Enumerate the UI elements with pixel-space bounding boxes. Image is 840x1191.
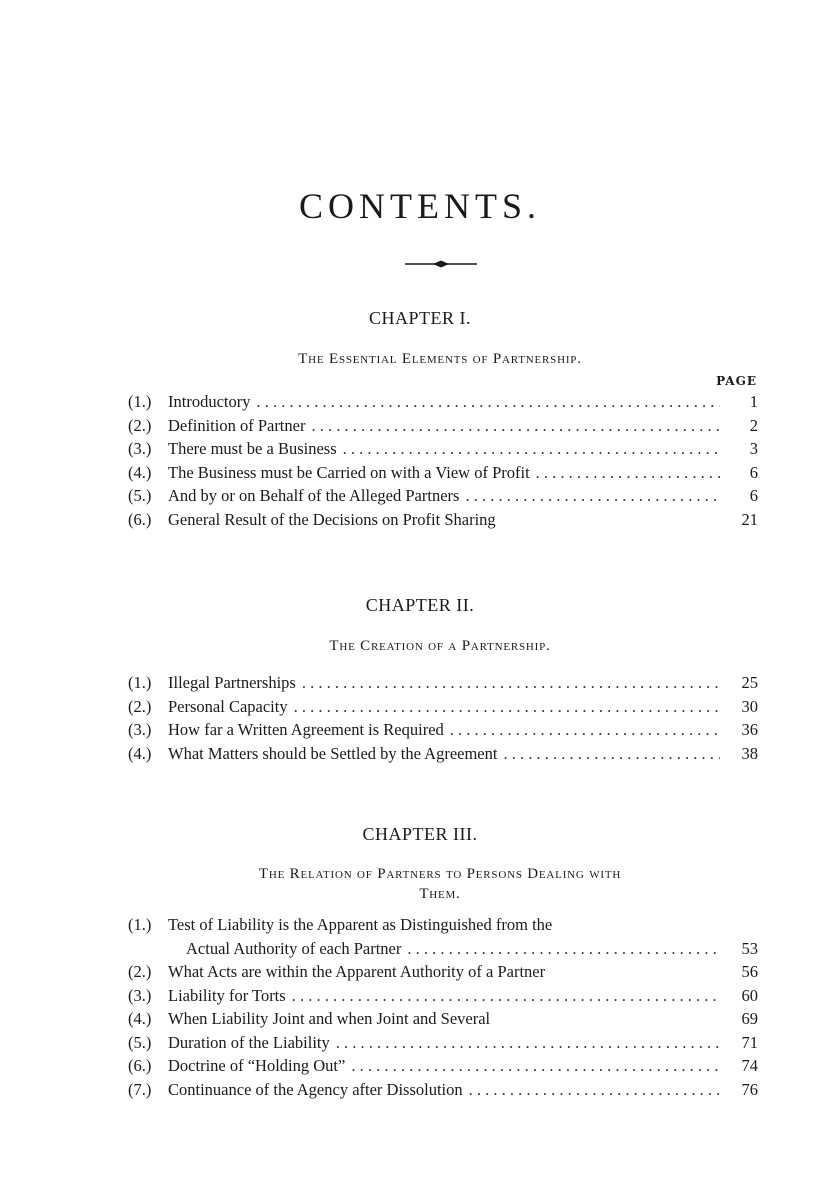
chapter-2-heading: CHAPTER II. xyxy=(365,595,475,615)
entry-number: (3.) xyxy=(128,985,152,1005)
entry-page: 71 xyxy=(741,1032,758,1052)
entry-title: Test of Liability is the Apparent as Distinguished from the xyxy=(168,915,553,934)
dot-leader xyxy=(503,744,720,764)
chapter-3-subtitle-line1: The Relation of Partners to Persons Dealing with xyxy=(258,866,622,882)
toc-entry[interactable] xyxy=(128,697,758,721)
entry-page: 56 xyxy=(741,962,758,981)
dot-leader xyxy=(407,939,720,959)
toc-entry[interactable] xyxy=(128,486,758,510)
toc-entry-continuation[interactable] xyxy=(128,939,758,963)
entry-number: (2.) xyxy=(128,696,152,716)
entry-number: (7.) xyxy=(128,1079,152,1099)
entry-number: (5.) xyxy=(128,486,152,505)
entry-page: 53 xyxy=(741,938,758,958)
entry-page: 76 xyxy=(741,1079,758,1099)
toc-entry[interactable] xyxy=(128,1009,758,1033)
toc-entry[interactable] xyxy=(128,463,758,487)
entry-title: Continuance of the Agency after Dissolution xyxy=(168,1079,463,1099)
toc-entry[interactable] xyxy=(128,962,758,986)
entry-number: (1.) xyxy=(128,673,152,692)
entry-number: (4.) xyxy=(128,1009,152,1028)
entry-number: (1.) xyxy=(128,392,152,411)
dot-leader xyxy=(469,1080,720,1100)
entry-title: Illegal Partnerships xyxy=(168,673,296,692)
dot-leader xyxy=(465,486,720,506)
entry-title: What Matters should be Settled by the Agreement xyxy=(168,743,498,763)
chapter-3-subtitle-line2: Them. xyxy=(419,886,461,902)
chapter-3-heading: CHAPTER III. xyxy=(362,824,478,844)
toc-entry[interactable] xyxy=(128,915,758,939)
entry-page: 36 xyxy=(741,720,758,739)
entry-title: Doctrine of “Holding Out” xyxy=(168,1056,346,1075)
entry-title: Definition of Partner xyxy=(168,415,306,435)
toc-entry[interactable] xyxy=(128,416,758,440)
entry-page: 60 xyxy=(741,985,758,1005)
entry-number: (3.) xyxy=(128,720,152,739)
entry-title: There must be a Business xyxy=(168,439,337,458)
toc-entry[interactable] xyxy=(128,1033,758,1057)
chapter-1-entries xyxy=(128,392,758,533)
dot-leader xyxy=(450,720,720,740)
dot-leader xyxy=(292,986,720,1006)
toc-entry[interactable] xyxy=(128,392,758,416)
entry-page: 3 xyxy=(749,439,758,458)
entry-title: When Liability Joint and when Joint and Several xyxy=(168,1009,491,1028)
dot-leader xyxy=(343,439,720,459)
entry-page: 6 xyxy=(749,462,758,482)
entry-page: 2 xyxy=(749,415,758,435)
toc-entry[interactable] xyxy=(128,1056,758,1080)
toc-entry[interactable] xyxy=(128,720,758,744)
entry-title: What Acts are within the Apparent Authority of a Partner xyxy=(168,962,546,981)
toc-entry[interactable] xyxy=(128,439,758,463)
toc-entry[interactable] xyxy=(128,744,758,768)
entry-number: (5.) xyxy=(128,1032,152,1052)
page-title: CONTENTS. xyxy=(299,186,541,226)
entry-number: (2.) xyxy=(128,962,152,981)
dot-leader xyxy=(336,1033,720,1053)
dot-leader xyxy=(311,416,720,436)
entry-number: (2.) xyxy=(128,415,152,435)
entry-number: (4.) xyxy=(128,462,152,482)
entry-title: The Business must be Carried on with a View of Profit xyxy=(168,462,530,482)
entry-page: 74 xyxy=(741,1056,758,1075)
entry-page: 30 xyxy=(741,696,758,716)
entry-number: (4.) xyxy=(128,743,152,763)
entry-number: (6.) xyxy=(128,509,152,529)
entry-number: (1.) xyxy=(128,915,152,934)
toc-entry[interactable] xyxy=(128,510,758,534)
toc-entry[interactable] xyxy=(128,1080,758,1104)
entry-title: General Result of the Decisions on Profit Sharing xyxy=(168,509,496,529)
entry-title: Duration of the Liability xyxy=(168,1032,330,1052)
ornament-divider xyxy=(405,258,477,270)
entry-page: 69 xyxy=(741,1009,758,1028)
dot-leader xyxy=(351,1056,720,1076)
entry-page: 38 xyxy=(741,743,758,763)
entry-page: 21 xyxy=(741,509,758,529)
entry-title: How far a Written Agreement is Required xyxy=(168,720,444,739)
dot-leader xyxy=(256,392,720,412)
entry-number: (3.) xyxy=(128,439,152,458)
entry-page: 1 xyxy=(749,392,758,411)
page-column-label: PAGE xyxy=(716,374,757,388)
entry-page: 25 xyxy=(741,673,758,692)
entry-number: (6.) xyxy=(128,1056,152,1075)
dot-leader xyxy=(294,697,720,717)
entry-title: Introductory xyxy=(168,392,251,411)
dot-leader xyxy=(302,673,720,693)
dot-leader xyxy=(536,463,720,483)
entry-title: Liability for Torts xyxy=(168,985,286,1005)
chapter-1-heading: CHAPTER I. xyxy=(368,308,471,328)
entry-page: 6 xyxy=(749,486,758,505)
entry-title: Actual Authority of each Partner xyxy=(186,938,402,958)
chapter-2-subtitle: The Creation of a Partnership. xyxy=(329,638,551,654)
chapter-3-entries xyxy=(128,915,758,1103)
entry-title: Personal Capacity xyxy=(168,696,288,716)
entry-title: And by or on Behalf of the Alleged Partners xyxy=(168,486,460,505)
toc-entry[interactable] xyxy=(128,673,758,697)
chapter-1-subtitle: The Essential Elements of Partnership. xyxy=(298,351,582,367)
chapter-2-entries xyxy=(128,673,758,767)
toc-entry[interactable] xyxy=(128,986,758,1010)
